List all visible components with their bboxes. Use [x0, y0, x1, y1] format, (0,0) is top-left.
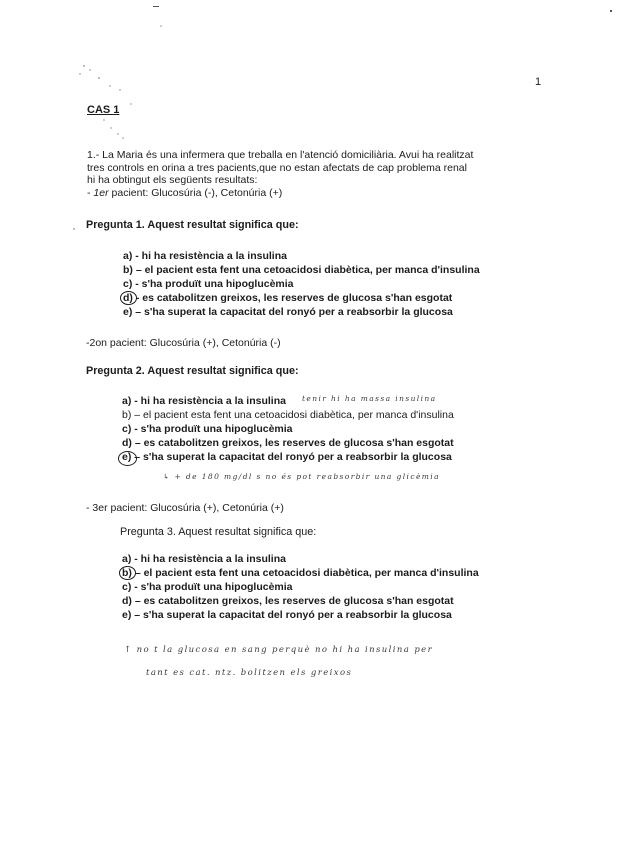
question-3-options	[122, 552, 479, 622]
q1-option-c: c) - s'ha produït una hipoglucèmia	[123, 278, 294, 290]
patient-3-results: - 3er pacient: Glucosúria (+), Cetonúria (+)	[86, 502, 284, 514]
q3-option-c: c) - s'ha produït una hipoglucèmia	[122, 581, 293, 593]
question-3-title: Pregunta 3. Aquest resultat significa que:	[120, 526, 317, 538]
page-number: 1	[535, 76, 542, 88]
patient-1-prefix: -	[87, 186, 94, 199]
q2-option-a: a) - hi ha resistència a la insulina	[122, 395, 286, 407]
q1-option-e: e) – s'ha superat la capacitat del ronyó per a reabsorbir la glucosa	[123, 306, 453, 318]
q2-option-b: b) – el pacient esta fent una cetoacidosi diabètica, per manca d'insulina	[122, 409, 454, 421]
handwritten-note-line-2: tant es cat. ntz. bolitzen els greixos	[146, 668, 353, 678]
handwritten-note-line-1: ↑ no t la glucosa en sang perquè no hi ha insulina per	[124, 645, 434, 655]
q3-option-e: e) – s'ha superat la capacitat del ronyó per a reabsorbir la glucosa	[122, 609, 452, 621]
q1-option-a: a) - hi ha resistència a la insulina	[123, 250, 287, 262]
q3-answer-circle	[119, 566, 136, 580]
question-2-title: Pregunta 2. Aquest resultat significa que:	[86, 365, 299, 377]
q3-option-a: a) - hi ha resistència a la insulina	[122, 553, 286, 565]
question-1-options	[123, 249, 480, 319]
q3-option-d: d) – es catabolitzen greixos, les reserves de glucosa s'han esgotat	[122, 595, 454, 607]
intro-paragraph	[87, 149, 473, 199]
q3-option-b: b) – el pacient esta fent una cetoacidosi diabètica, per manca d'insulina	[122, 567, 479, 579]
q2-handwritten-note-e: ↳ + de 180 mg/dl s no és pot reabsorbir una glicèmia	[163, 472, 440, 481]
intro-line-2: tres controls en orina a tres pacients,que no estan afectats de cap problema renal	[87, 161, 467, 174]
q1-option-d: d) - es catabolitzen greixos, les reserves de glucosa s'han esgotat	[123, 292, 453, 304]
q2-handwritten-note-a: tenir hi ha massa insulina	[302, 394, 437, 403]
q1-answer-circle	[120, 291, 137, 305]
patient-1-results	[87, 187, 473, 199]
question-1-title: Pregunta 1. Aquest resultat significa que:	[86, 219, 299, 231]
intro-line-1: 1.- La Maria és una infermera que treballa en l'atenció domiciliària. Avui ha realitzat	[87, 149, 474, 161]
case-title: CAS 1	[87, 104, 120, 116]
q2-option-e: e) – s'ha superat la capacitat del ronyó per a reabsorbir la glucosa	[122, 451, 452, 463]
intro-line-3: hi ha obtingut els següents resultats:	[87, 174, 258, 186]
question-2-options	[122, 394, 454, 464]
patient-2-results: -2on pacient: Glucosúria (+), Cetonúria (-)	[86, 337, 281, 349]
patient-1-ordinal: 1er	[93, 186, 109, 199]
q2-answer-circle	[118, 451, 137, 466]
q2-option-c: c) - s'ha produït una hipoglucèmia	[122, 423, 293, 435]
q2-option-d: d) – es catabolitzen greixos, les reserves de glucosa s'han esgotat	[122, 437, 454, 449]
patient-1-rest: pacient: Glucosúria (-), Cetonúria (+)	[108, 186, 283, 199]
q1-option-b: b) – el pacient esta fent una cetoacidosi diabètica, per manca d'insulina	[123, 264, 480, 276]
